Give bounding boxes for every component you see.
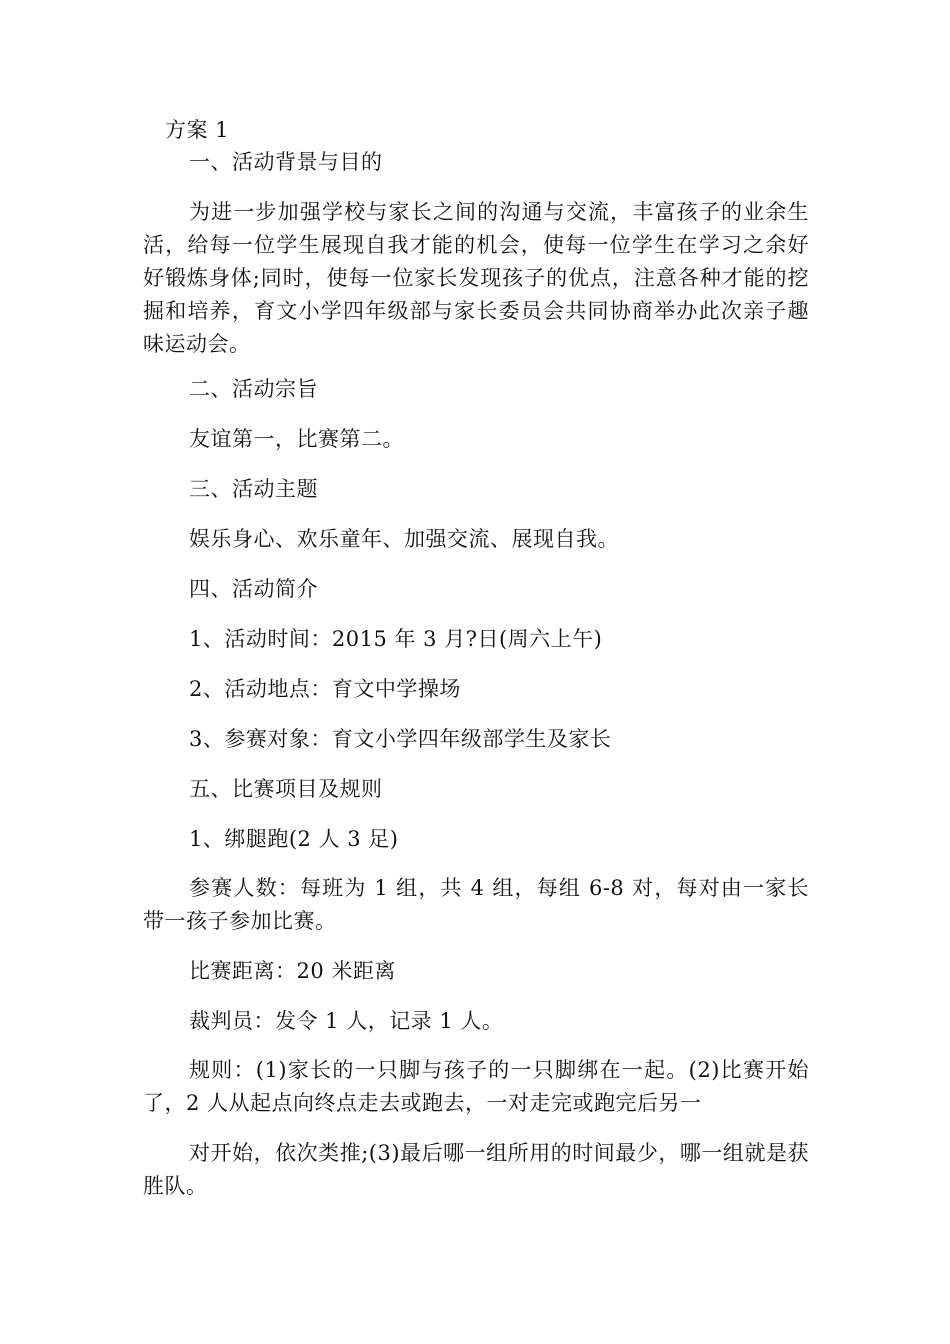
paragraph-rules-part-2: 对开始，依次类推;(3)最后哪一组所用的时间最少，哪一组就是获胜队。	[143, 1141, 809, 1198]
paragraph-purpose: 友谊第一，比赛第二。	[189, 427, 404, 451]
section-heading-background: 一、活动背景与目的	[189, 150, 383, 174]
section-heading-intro: 四、活动简介	[189, 577, 318, 601]
event-item-three-legged-race: 1、绑腿跑(2 人 3 足)	[189, 827, 399, 851]
paragraph-rules-part-1: 规则：(1)家长的一只脚与孩子的一只脚绑在一起。(2)比赛开始了，2 人从起点向终点走去或跑去，一对走完或跑完后另一	[143, 1058, 809, 1115]
intro-item-participants: 3、参赛对象：育文小学四年级部学生及家长	[189, 727, 612, 751]
paragraph-participant-count: 参赛人数：每班为 1 组，共 4 组，每组 6-8 对，每对由一家长带一孩子参加比赛。	[143, 876, 809, 933]
paragraph-theme: 娱乐身心、欢乐童年、加强交流、展现自我。	[189, 527, 619, 551]
plan-title: 方案 1	[165, 118, 230, 142]
paragraph-background: 为进一步加强学校与家长之间的沟通与交流，丰富孩子的业余生活，给每一位学生展现自我才能的机会，使每一位学生在学习之余好好锻炼身体;同时，使每一位家长发现孩子的优点，注意各种才能的挖掘和培养，育文小学四年级部与家长委员会共同协商举办此次亲子趣味运动会。	[143, 200, 809, 356]
paragraph-race-distance: 比赛距离：20 米距离	[189, 959, 396, 983]
intro-item-location: 2、活动地点：育文中学操场	[189, 677, 461, 701]
section-heading-events: 五、比赛项目及规则	[189, 777, 383, 801]
paragraph-referees: 裁判员：发令 1 人，记录 1 人。	[189, 1009, 504, 1033]
intro-item-time: 1、活动时间：2015 年 3 月?日(周六上午)	[189, 627, 603, 651]
section-heading-purpose: 二、活动宗旨	[189, 377, 318, 401]
section-heading-theme: 三、活动主题	[189, 477, 318, 501]
